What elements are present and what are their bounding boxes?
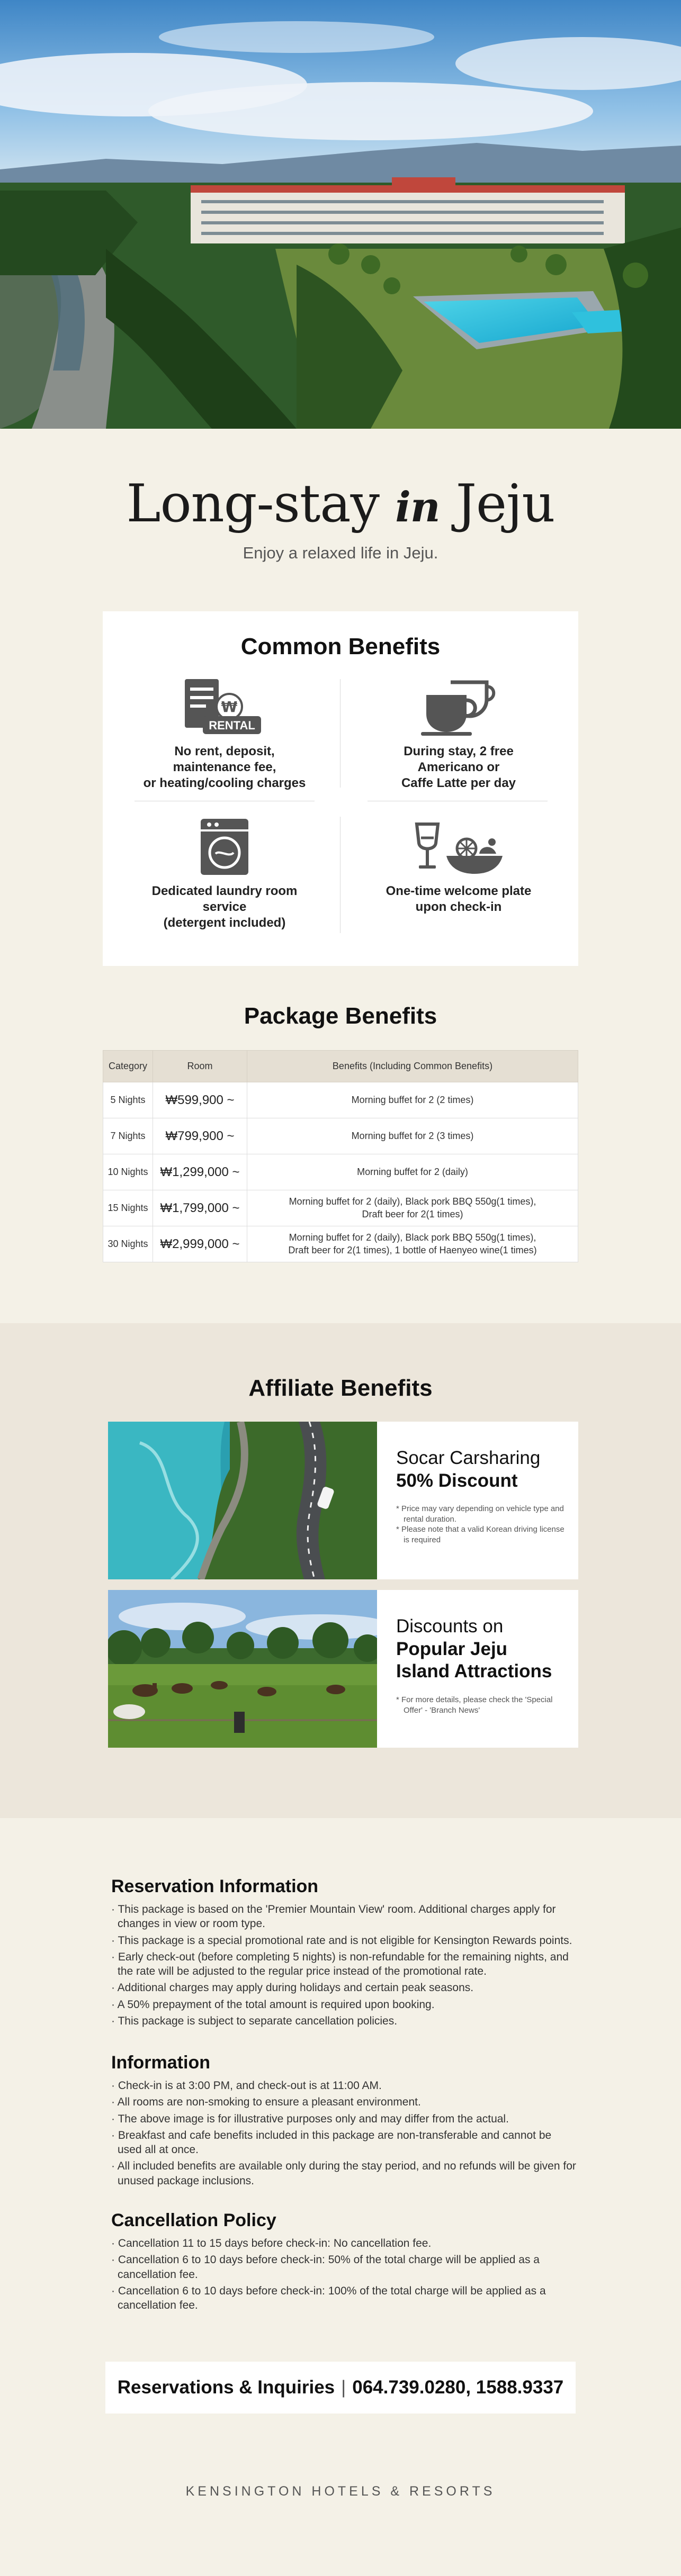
- common-benefits-card: [103, 611, 578, 966]
- list-item: · All included benefits are available only during the stay period, and no refunds will be given for unused package inclusions.: [111, 2160, 576, 2187]
- page-subtitle: Enjoy a relaxed life in Jeju.: [243, 544, 438, 562]
- affiliate-card-notes: * Price may vary depending on vehicle type and rental duration. * Please note that a valid Korean driving license is required: [396, 1504, 564, 1544]
- information-heading: Information: [111, 2053, 210, 2073]
- footer-brand: KENSINGTON HOTELS & RESORTS: [185, 2484, 496, 2499]
- contact-banner: [105, 2362, 576, 2414]
- table-row: [103, 1118, 578, 1154]
- title-in: in: [395, 483, 440, 531]
- page-header: [0, 474, 681, 563]
- contact-label: Reservations & Inquiries: [117, 2377, 335, 2398]
- svg-text:₩: ₩: [221, 698, 238, 716]
- rental-document-icon: [185, 679, 264, 737]
- table-header-row: [103, 1051, 578, 1082]
- list-item: · Check-in is at 3:00 PM, and check-out is at 11:00 AM.: [111, 2080, 382, 2092]
- row-category: 7 Nights: [103, 1118, 153, 1154]
- benefit-text: One-time welcome plate upon check-in: [386, 884, 532, 914]
- row-room-price: ₩1,799,000 ~: [153, 1190, 247, 1226]
- row-category: 5 Nights: [103, 1082, 153, 1118]
- benefit-free-coffee: [342, 679, 575, 791]
- coastal-road-photo: [108, 1422, 377, 1579]
- affiliate-card-socar: [108, 1422, 578, 1579]
- affiliate-card-title: Socar Carsharing 50% Discount: [396, 1448, 541, 1491]
- affiliate-card-notes: * For more details, please check the 'Special Offer' - 'Branch News': [396, 1695, 553, 1715]
- list-item: · Cancellation 11 to 15 days before check-in: No cancellation fee.: [111, 2237, 432, 2249]
- list-item: · This package is based on the 'Premier Mountain View' room. Additional charges apply for changes in view or room type.: [111, 1903, 556, 1930]
- benefit-text: Dedicated laundry room service (detergent included): [151, 884, 298, 930]
- benefit-no-rent: [108, 679, 341, 791]
- cancellation-policy-section: [111, 2210, 577, 2315]
- information-section: [111, 2053, 577, 2190]
- row-benefits: Morning buffet for 2 (3 times): [247, 1118, 578, 1154]
- list-item: · A 50% prepayment of the total amount is required upon booking.: [111, 1998, 435, 2011]
- benefit-laundry: [108, 819, 341, 931]
- column-header-room: Room: [153, 1051, 247, 1082]
- cancellation-policy-heading: Cancellation Policy: [111, 2210, 276, 2230]
- list-item: · This package is subject to separate cancellation policies.: [111, 2015, 398, 2028]
- hero-resort-photo: [0, 0, 681, 429]
- list-item: · Breakfast and cafe benefits included in this package are non-transferable and cannot be used all at once.: [111, 2129, 552, 2156]
- horse-ranch-photo: [108, 1590, 377, 1748]
- row-category: 30 Nights: [103, 1226, 153, 1262]
- affiliate-card-title: Discounts on Popular Jeju Island Attractions: [396, 1616, 552, 1682]
- table-row: [103, 1154, 578, 1190]
- affiliate-card-body: [396, 1447, 566, 1545]
- contact-phone-numbers[interactable]: 064.739.0280, 1588.9337: [352, 2377, 564, 2398]
- welcome-plate-icon: [414, 819, 504, 877]
- table-row: [103, 1190, 578, 1226]
- affiliate-card-body: [396, 1615, 566, 1715]
- title-jeju: Jeju: [455, 474, 555, 534]
- table-row: [103, 1082, 578, 1118]
- list-item: · Cancellation 6 to 10 days before check-in: 50% of the total charge will be applied as a cancellation fee.: [111, 2254, 540, 2281]
- contact-separator: |: [341, 2377, 346, 2398]
- row-category: 10 Nights: [103, 1154, 153, 1190]
- page-title: [0, 474, 681, 534]
- column-header-category: Category: [103, 1051, 153, 1082]
- affiliate-benefits-heading: Affiliate Benefits: [248, 1375, 433, 1401]
- list-item: · Cancellation 6 to 10 days before check-in: 100% of the total charge will be applied as a cancellation fee.: [111, 2284, 546, 2312]
- column-header-benefits: Benefits (Including Common Benefits): [247, 1051, 578, 1082]
- list-item: · Early check-out (before completing 5 nights) is non-refundable for the remaining nights, and the rate will be adjusted to the regular price instead of the promotional rate.: [111, 1950, 569, 1978]
- row-benefits: Morning buffet for 2 (2 times): [247, 1082, 578, 1118]
- benefit-text: No rent, deposit, maintenance fee, or heating/cooling charges: [143, 744, 306, 790]
- row-benefits: Morning buffet for 2 (daily), Black pork BBQ 550g(1 times), Draft beer for 2(1 times): [247, 1190, 578, 1226]
- list-item: · This package is a special promotional rate and is not eligible for Kensington Rewards points.: [111, 1934, 572, 1947]
- washing-machine-icon: [185, 819, 264, 877]
- coffee-cups-icon: [419, 679, 498, 737]
- list-item: · The above image is for illustrative purposes only and may differ from the actual.: [111, 2112, 509, 2125]
- common-benefits-heading: Common Benefits: [240, 634, 441, 659]
- title-long-stay: Long-stay: [126, 474, 380, 534]
- affiliate-card-attractions: [108, 1590, 578, 1748]
- row-category: 15 Nights: [103, 1190, 153, 1226]
- benefit-text: During stay, 2 free Americano or Caffe Latte per day: [401, 744, 516, 790]
- row-room-price: ₩2,999,000 ~: [153, 1226, 247, 1262]
- list-item: · Additional charges may apply during holidays and certain peak seasons.: [111, 1982, 474, 1994]
- svg-text:RENTAL: RENTAL: [209, 719, 255, 732]
- row-room-price: ₩599,900 ~: [153, 1082, 247, 1118]
- package-benefits-heading: Package Benefits: [244, 1003, 437, 1029]
- package-benefits-table: [103, 1050, 578, 1262]
- row-room-price: ₩799,900 ~: [153, 1118, 247, 1154]
- benefit-welcome-plate: [342, 819, 575, 915]
- reservation-information-section: [111, 1876, 577, 2030]
- reservation-information-heading: Reservation Information: [111, 1876, 319, 1896]
- table-row: [103, 1226, 578, 1262]
- row-room-price: ₩1,299,000 ~: [153, 1154, 247, 1190]
- row-benefits: Morning buffet for 2 (daily): [247, 1154, 578, 1190]
- row-benefits: Morning buffet for 2 (daily), Black pork BBQ 550g(1 times), Draft beer for 2(1 times), 1 bottle of Haenyeo wine(1 times): [247, 1226, 578, 1262]
- list-item: · All rooms are non-smoking to ensure a pleasant environment.: [111, 2096, 421, 2109]
